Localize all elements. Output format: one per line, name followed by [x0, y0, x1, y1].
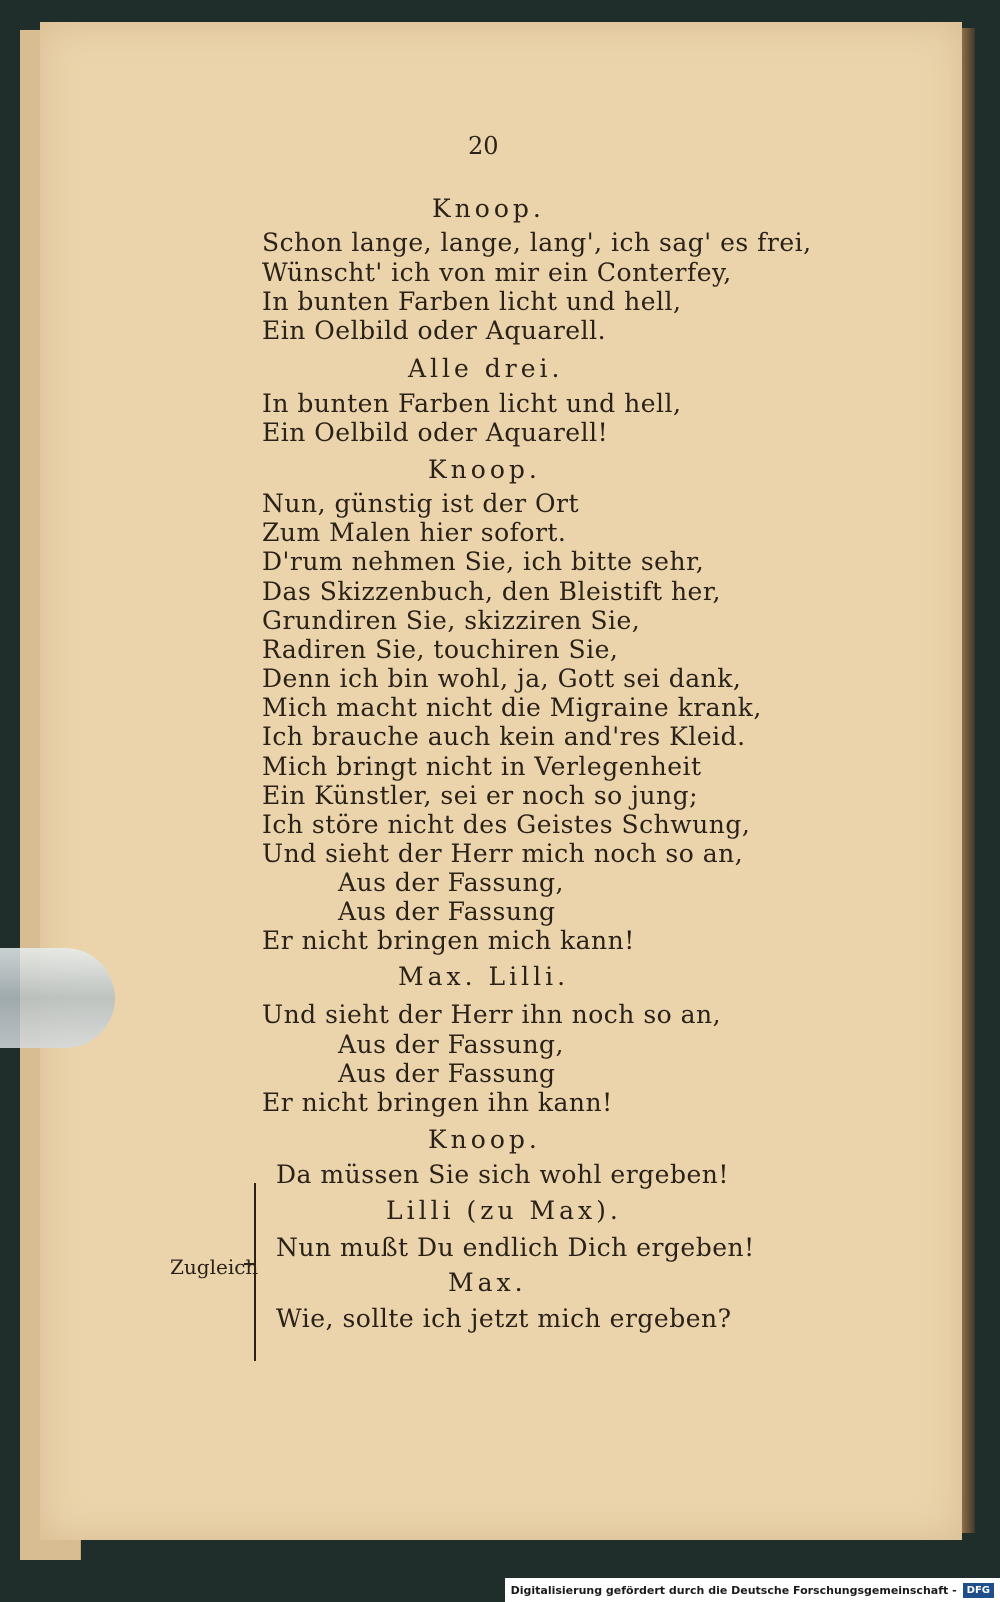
verse-line: In bunten Farben licht und hell, — [262, 389, 682, 418]
verse-line: In bunten Farben licht und hell, — [262, 287, 682, 316]
verse-line: Denn ich bin wohl, ja, Gott sei dank, — [262, 664, 742, 693]
speaker-heading: Max. — [448, 1268, 527, 1297]
speaker-heading: Max. Lilli. — [398, 962, 570, 991]
speaker-heading: Lilli (zu Max). — [386, 1196, 622, 1225]
verse-line: Zum Malen hier sofort. — [262, 518, 567, 547]
verse-line: Ich brauche auch kein and'res Kleid. — [262, 722, 746, 751]
verse-line: Mich bringt nicht in Verlegenheit — [262, 752, 702, 781]
verse-line: Wie, sollte ich jetzt mich ergeben? — [276, 1304, 732, 1333]
verse-line: Aus der Fassung — [338, 897, 556, 926]
side-label-zugleich: Zugleich — [170, 1255, 259, 1279]
verse-line: Grundiren Sie, skizziren Sie, — [262, 606, 641, 635]
verse-line: Aus der Fassung, — [338, 868, 564, 897]
footer-banner — [505, 1578, 1000, 1602]
verse-line: Nun mußt Du endlich Dich ergeben! — [276, 1233, 755, 1262]
verse-line: Nun, günstig ist der Ort — [262, 489, 580, 518]
verse-line: Mich macht nicht die Migraine krank, — [262, 693, 762, 722]
verse-line: Und sieht der Herr mich noch so an, — [262, 839, 744, 868]
speaker-heading: Knoop. — [432, 194, 545, 223]
verse-line: Schon lange, lange, lang', ich sag' es frei, — [262, 228, 812, 257]
verse-line: Ich störe nicht des Geistes Schwung, — [262, 810, 751, 839]
verse-line: Radiren Sie, touchiren Sie, — [262, 635, 619, 664]
page-number: 20 — [468, 132, 499, 160]
verse-line: Aus der Fassung, — [338, 1030, 564, 1059]
verse-line: D'rum nehmen Sie, ich bitte sehr, — [262, 547, 705, 576]
dfg-logo: DFG — [963, 1583, 994, 1598]
verse-line: Ein Oelbild oder Aquarell. — [262, 316, 607, 345]
page-clip — [0, 948, 115, 1048]
speaker-heading: Knoop. — [428, 455, 541, 484]
speaker-heading: Knoop. — [428, 1125, 541, 1154]
verse-line: Aus der Fassung — [338, 1059, 556, 1088]
verse-line: Und sieht der Herr ihn noch so an, — [262, 1000, 722, 1029]
verse-line: Er nicht bringen ihn kann! — [262, 1088, 613, 1117]
verse-line: Das Skizzenbuch, den Bleistift her, — [262, 577, 722, 606]
speaker-heading: Alle drei. — [408, 354, 564, 383]
verse-line: Wünscht' ich von mir ein Conterfey, — [262, 258, 732, 287]
verse-line: Da müssen Sie sich wohl ergeben! — [276, 1160, 729, 1189]
footer-text: Digitalisierung gefördert durch die Deutsche Forschungsgemeinschaft - — [510, 1583, 957, 1597]
verse-line: Ein Oelbild oder Aquarell! — [262, 418, 609, 447]
verse-line: Ein Künstler, sei er noch so jung; — [262, 781, 699, 810]
verse-line: Er nicht bringen mich kann! — [262, 926, 635, 955]
